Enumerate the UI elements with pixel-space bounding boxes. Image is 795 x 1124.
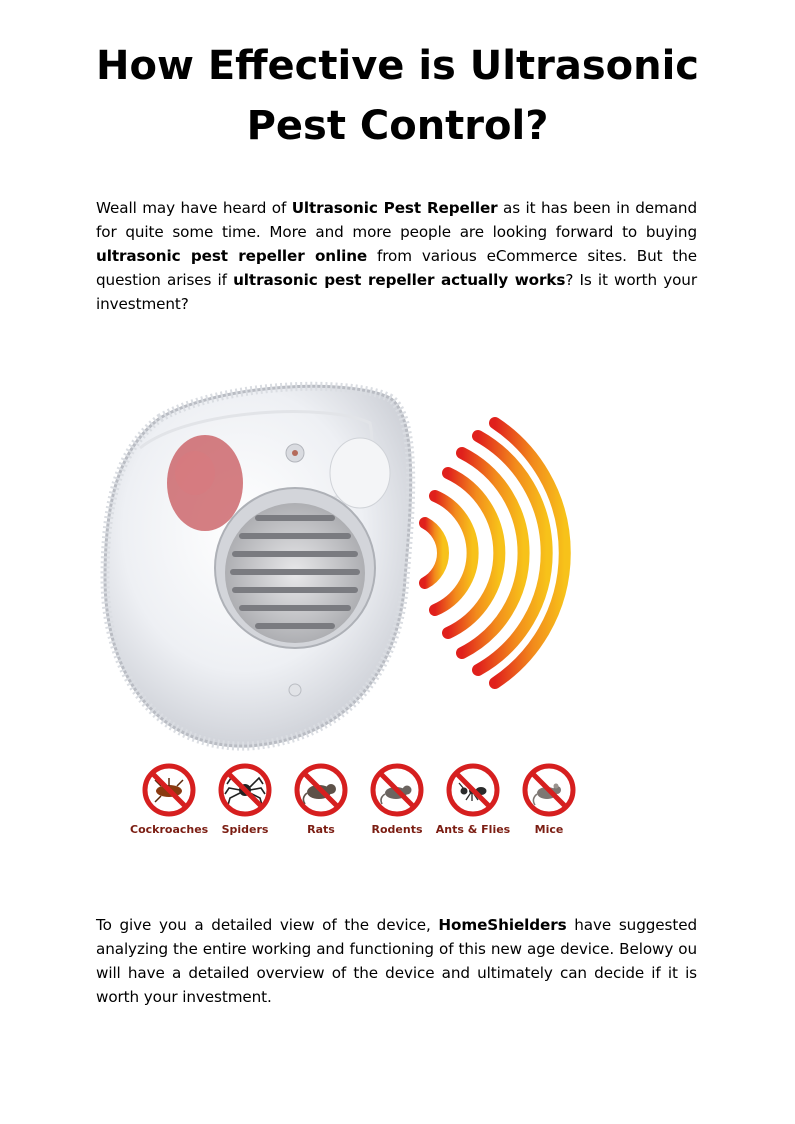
sound-waves	[425, 423, 565, 683]
intro-bold-2: ultrasonic pest repeller online	[96, 247, 368, 265]
mouse-banned-icon	[521, 762, 577, 818]
intro-bold-3: ultrasonic pest repeller actually works	[233, 271, 566, 289]
pest-mice	[510, 762, 588, 836]
rat-banned-icon	[293, 762, 349, 818]
spider-banned-icon	[217, 762, 273, 818]
pest-label-mice: Mice	[534, 823, 564, 836]
pest-label-spiders: Spiders	[221, 823, 269, 836]
pest-label-rats: Rats	[307, 823, 335, 836]
device-body	[105, 386, 411, 746]
closing-text-1: To give you a detailed view of the device,	[96, 916, 439, 934]
closing-paragraph	[96, 913, 697, 1009]
pest-rats	[282, 762, 360, 836]
intro-bold-1: Ultrasonic Pest Repeller	[291, 199, 498, 217]
pest-spiders	[206, 762, 284, 836]
pest-icons-row	[130, 762, 590, 844]
intro-text-4: ? Is it worth your investment?	[96, 271, 697, 313]
pest-cockroaches	[130, 762, 208, 836]
intro-text-2: as it has been in demand for quite some time. More and more people are looking forward to buying	[96, 199, 697, 241]
closing-text-2: have suggested analyzing the entire working and functioning of this new age device. Belowy ou will have a detailed overview of the device and ultimately can decide if it is worth your investment.	[96, 916, 697, 1006]
page-title: How Effective is Ultrasonic Pest Control?	[95, 43, 700, 149]
ant-banned-icon	[445, 762, 501, 818]
intro-text-3: from various eCommerce sites. But the question arises if	[96, 247, 697, 289]
closing-bold-1: HomeShielders	[438, 916, 567, 934]
pest-label-rodents: Rodents	[371, 823, 423, 836]
intro-paragraph	[96, 196, 697, 316]
cockroach-banned-icon	[141, 762, 197, 818]
pest-label-ants-flies: Ants & Flies	[435, 823, 511, 836]
pest-rodents	[358, 762, 436, 836]
speaker-grille	[233, 518, 357, 626]
pest-ants-flies	[434, 762, 512, 836]
intro-text-1: Weall may have heard of	[96, 199, 292, 217]
pest-label-cockroaches: Cockroaches	[130, 823, 209, 836]
rodent-banned-icon	[369, 762, 425, 818]
